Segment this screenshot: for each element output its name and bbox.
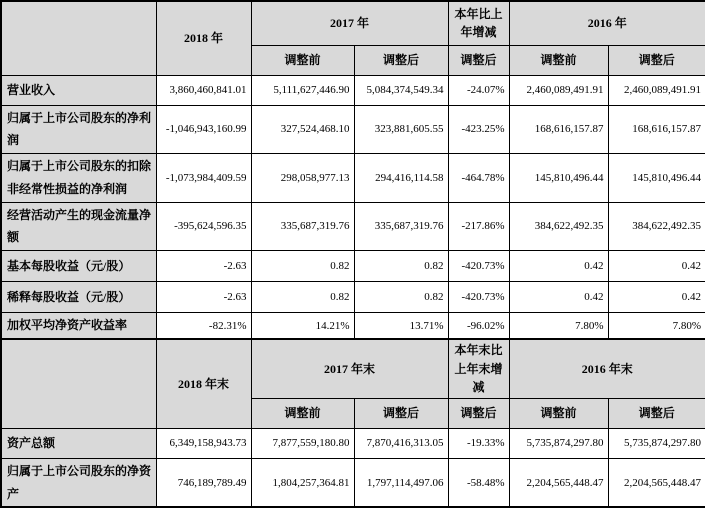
value-cell: 13.71% [354,313,448,339]
sub-header-adjust: 调整后 [448,398,509,428]
value-cell: -96.02% [448,313,509,339]
row-label: 归属于上市公司股东的扣除非经常性损益的净利润 [1,154,156,203]
value-cell: -2.63 [156,282,251,313]
value-cell: 7,870,416,313.05 [354,428,448,458]
value-cell: -420.73% [448,282,509,313]
sub-header-adjust: 调整前 [251,398,354,428]
corner-cell [1,1,156,75]
value-cell: 0.82 [251,251,354,282]
header-prev2-period-group: 2016 年 [509,1,705,45]
value-cell: 294,416,114.58 [354,154,448,203]
value-cell: 746,189,789.49 [156,458,251,507]
value-cell: 0.42 [608,282,705,313]
value-cell: 335,687,319.76 [354,202,448,251]
row-label: 经营活动产生的现金流量净额 [1,202,156,251]
value-cell: 1,797,114,497.06 [354,458,448,507]
row-label: 基本每股收益（元/股） [1,251,156,282]
sub-header-adjust: 调整前 [509,45,608,75]
value-cell: 145,810,496.44 [509,154,608,203]
header-current-period: 2018 年末 [156,339,251,428]
value-cell: 384,622,492.35 [608,202,705,251]
value-cell: 323,881,605.55 [354,105,448,154]
value-cell: 7.80% [608,313,705,339]
row-label: 归属于上市公司股东的净利润 [1,105,156,154]
value-cell: 1,804,257,364.81 [251,458,354,507]
value-cell: -420.73% [448,251,509,282]
value-cell: 0.42 [509,282,608,313]
value-cell: 0.82 [251,282,354,313]
value-cell: 2,204,565,448.47 [509,458,608,507]
value-cell: -1,046,943,160.99 [156,105,251,154]
value-cell: 0.42 [608,251,705,282]
value-cell: 14.21% [251,313,354,339]
header-change-group: 本年末比上年末增减 [448,339,509,398]
value-cell: 2,460,089,491.91 [608,75,705,105]
value-cell: -58.48% [448,458,509,507]
value-cell: 5,111,627,446.90 [251,75,354,105]
value-cell: 335,687,319.76 [251,202,354,251]
value-cell: 327,524,468.10 [251,105,354,154]
sub-header-adjust: 调整后 [608,398,705,428]
header-prev-period-group: 2017 年末 [251,339,448,398]
value-cell: -1,073,984,409.59 [156,154,251,203]
value-cell: -2.63 [156,251,251,282]
value-cell: 2,460,089,491.91 [509,75,608,105]
row-label: 加权平均净资产收益率 [1,313,156,339]
value-cell: -464.78% [448,154,509,203]
header-prev-period-group: 2017 年 [251,1,448,45]
sub-header-adjust: 调整后 [608,45,705,75]
value-cell: 6,349,158,943.73 [156,428,251,458]
row-label: 归属于上市公司股东的净资产 [1,458,156,507]
value-cell: -82.31% [156,313,251,339]
sub-header-adjust: 调整前 [251,45,354,75]
row-label: 资产总额 [1,428,156,458]
header-prev2-period-group: 2016 年末 [509,339,705,398]
value-cell: -217.86% [448,202,509,251]
value-cell: 3,860,460,841.01 [156,75,251,105]
value-cell: 0.42 [509,251,608,282]
value-cell: 7,877,559,180.80 [251,428,354,458]
value-cell: 168,616,157.87 [608,105,705,154]
value-cell: 7.80% [509,313,608,339]
value-cell: -423.25% [448,105,509,154]
value-cell: 145,810,496.44 [608,154,705,203]
header-change-group: 本年比上年增减 [448,1,509,45]
row-label: 稀释每股收益（元/股） [1,282,156,313]
corner-cell [1,339,156,428]
header-current-period: 2018 年 [156,1,251,75]
sub-header-adjust: 调整后 [354,398,448,428]
value-cell: 0.82 [354,282,448,313]
value-cell: 2,204,565,448.47 [608,458,705,507]
row-label: 营业收入 [1,75,156,105]
value-cell: 298,058,977.13 [251,154,354,203]
value-cell: -19.33% [448,428,509,458]
value-cell: -395,624,596.35 [156,202,251,251]
value-cell: 5,084,374,549.34 [354,75,448,105]
value-cell: -24.07% [448,75,509,105]
sub-header-adjust: 调整前 [509,398,608,428]
value-cell: 168,616,157.87 [509,105,608,154]
value-cell: 0.82 [354,251,448,282]
sub-header-adjust: 调整后 [448,45,509,75]
sub-header-adjust: 调整后 [354,45,448,75]
value-cell: 5,735,874,297.80 [509,428,608,458]
value-cell: 384,622,492.35 [509,202,608,251]
value-cell: 5,735,874,297.80 [608,428,705,458]
